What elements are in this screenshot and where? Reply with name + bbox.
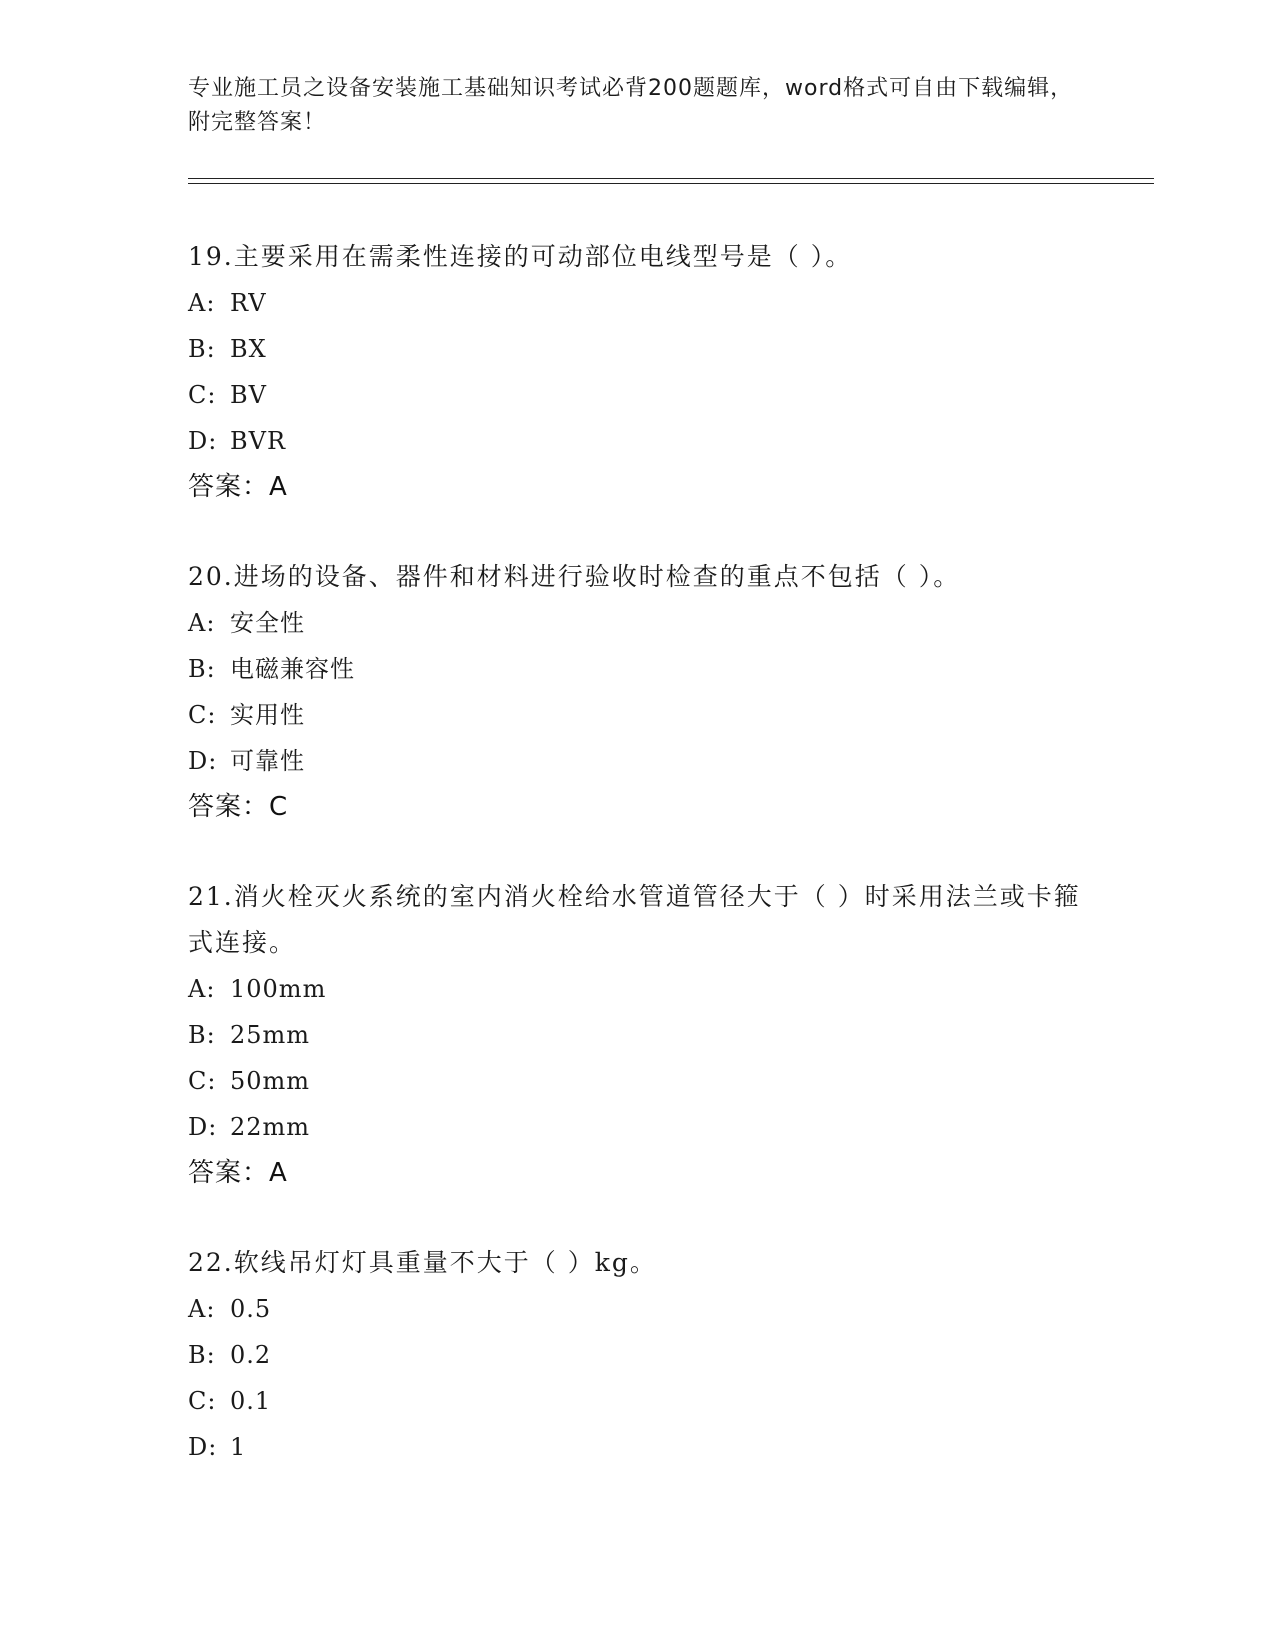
option-letter: A: — [188, 289, 216, 317]
option-text: BVR — [230, 427, 287, 455]
option-letter: D: — [188, 1113, 218, 1141]
option-text: 25mm — [230, 1021, 311, 1049]
option-letter: D: — [188, 427, 218, 455]
option-letter: B: — [188, 655, 216, 683]
option-text: 0.1 — [230, 1387, 272, 1415]
option-letter: B: — [188, 1021, 216, 1049]
answer-line: 答案：C — [188, 792, 289, 822]
option-text: 0.2 — [230, 1341, 272, 1369]
option-letter: A: — [188, 1295, 216, 1323]
question-stem: 20.进场的设备、器件和材料进行验收时检查的重点不包括（ ）。 — [188, 562, 961, 591]
option-letter: B: — [188, 335, 216, 363]
option-b — [188, 1332, 1088, 1378]
option-a — [188, 600, 1088, 646]
option-b — [188, 646, 1088, 692]
option-letter: D: — [188, 1433, 218, 1461]
question-22 — [188, 1240, 1088, 1470]
option-letter: B: — [188, 1341, 216, 1369]
option-text: 0.5 — [230, 1295, 272, 1323]
question-stem: 21.消火栓灭火系统的室内消火栓给水管道管径大于（ ）时采用法兰或卡箍式连接。 — [188, 882, 1081, 957]
option-letter: A: — [188, 975, 216, 1003]
question-21 — [188, 874, 1088, 1196]
option-a — [188, 966, 1088, 1012]
question-stem: 22.软线吊灯灯具重量不大于（ ）kg。 — [188, 1248, 657, 1277]
option-c — [188, 1378, 1088, 1424]
option-text: BX — [230, 335, 267, 363]
option-letter: A: — [188, 609, 216, 637]
option-letter: C: — [188, 381, 217, 409]
option-a — [188, 1286, 1088, 1332]
option-b — [188, 326, 1088, 372]
option-c — [188, 692, 1088, 738]
answer-line: 答案：A — [188, 472, 288, 502]
option-text: 22mm — [230, 1113, 311, 1141]
option-text: 可靠性 — [230, 747, 305, 775]
option-text: 50mm — [230, 1067, 311, 1095]
question-stem: 19.主要采用在需柔性连接的可动部位电线型号是（ ）。 — [188, 242, 853, 271]
header-divider-top — [188, 178, 1154, 179]
option-d — [188, 1104, 1088, 1150]
option-letter: C: — [188, 1067, 217, 1095]
option-letter: C: — [188, 1387, 217, 1415]
option-b — [188, 1012, 1088, 1058]
option-text: RV — [230, 289, 267, 317]
header-divider-bottom — [188, 183, 1154, 184]
option-text: BV — [230, 381, 267, 409]
option-text: 安全性 — [230, 609, 305, 637]
option-c — [188, 1058, 1088, 1104]
option-text: 1 — [230, 1433, 247, 1461]
option-d — [188, 1424, 1088, 1470]
option-text: 实用性 — [230, 701, 305, 729]
question-19 — [188, 234, 1088, 510]
option-c — [188, 372, 1088, 418]
option-d — [188, 418, 1088, 464]
option-d — [188, 738, 1088, 784]
answer-line: 答案：A — [188, 1158, 288, 1188]
option-letter: D: — [188, 747, 218, 775]
option-text: 100mm — [230, 975, 327, 1003]
document-header: 专业施工员之设备安装施工基础知识考试必背200题题库，word格式可自由下载编辑，附完整答案！ — [188, 76, 1074, 135]
question-20 — [188, 554, 1088, 830]
option-text: 电磁兼容性 — [230, 655, 355, 683]
option-letter: C: — [188, 701, 217, 729]
option-a — [188, 280, 1088, 326]
